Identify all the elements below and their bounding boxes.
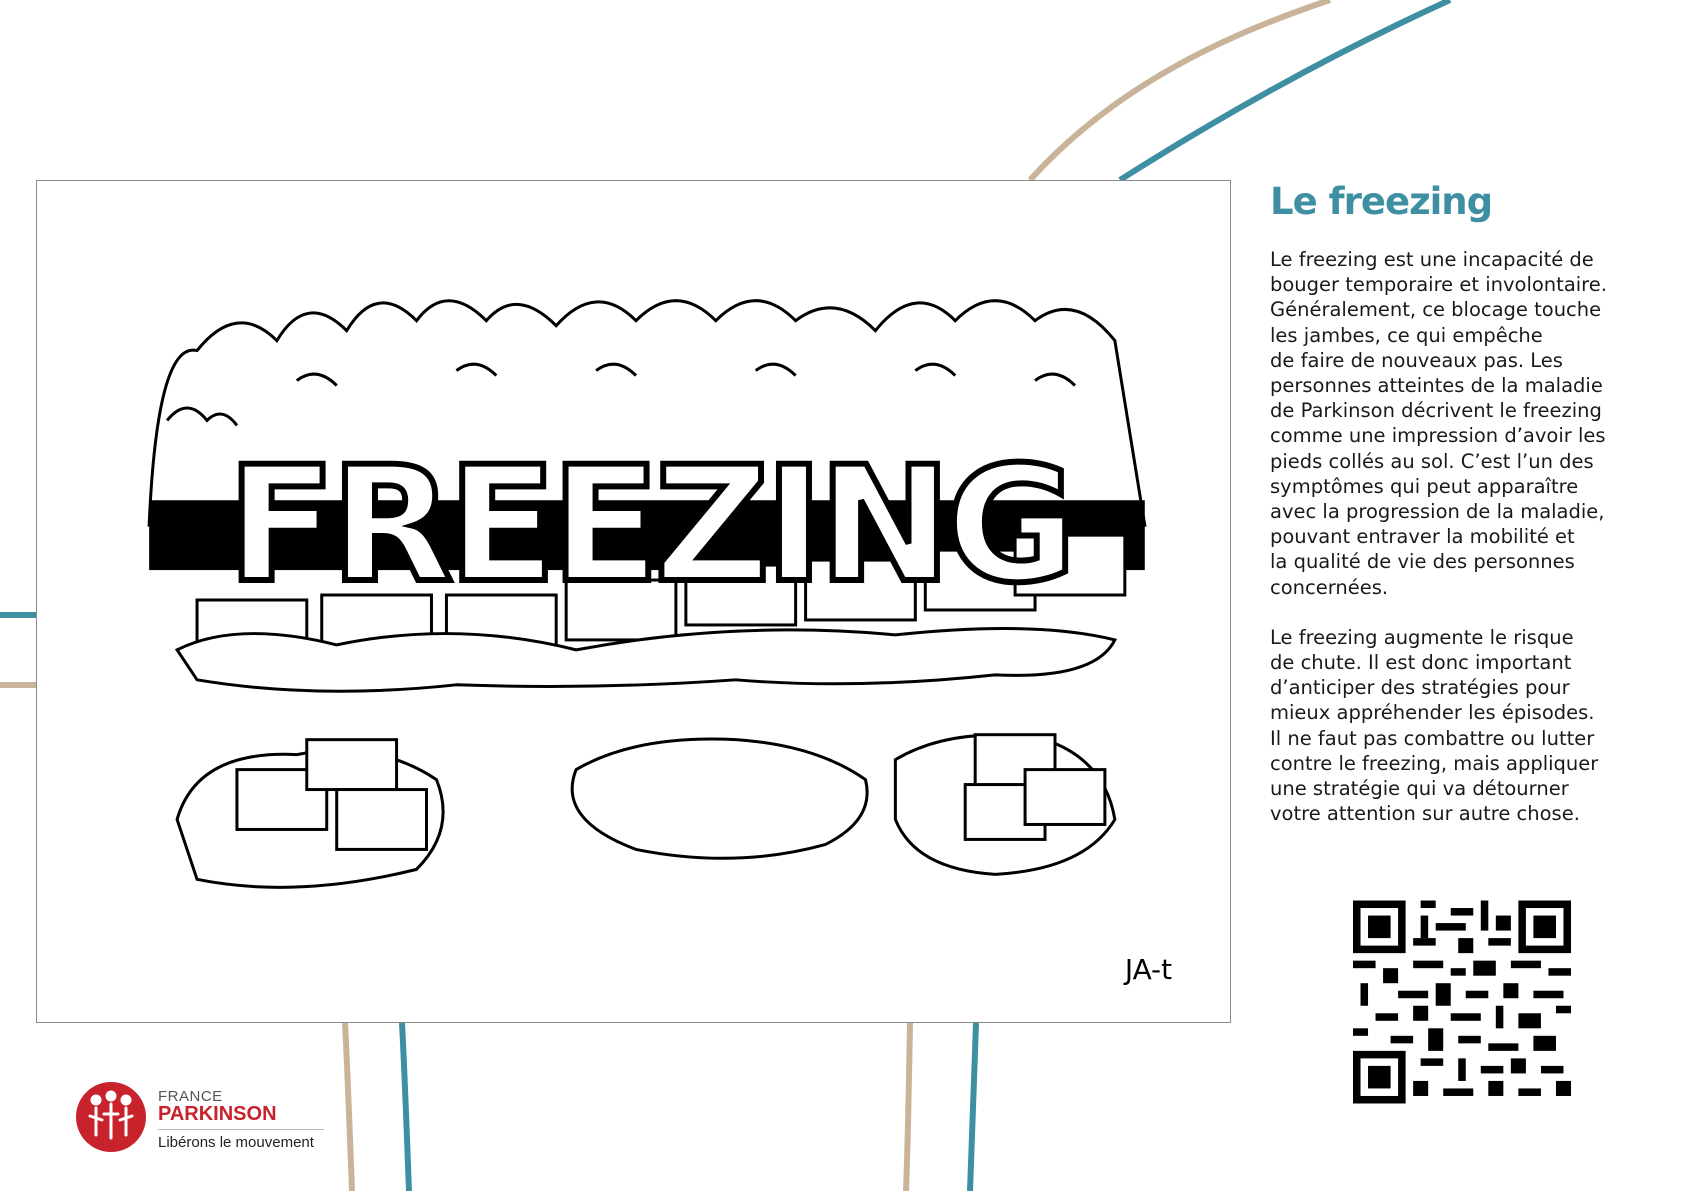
logo-line2: PARKINSON [158, 1103, 277, 1125]
logo-tagline: Libérons le mouvement [158, 1134, 314, 1151]
illustration-frame [36, 180, 1231, 1023]
freezing-word: FREEZING [226, 432, 1085, 619]
logo-divider [158, 1129, 324, 1130]
france-parkinson-logo[interactable] [74, 1078, 334, 1158]
body-text [1270, 247, 1670, 851]
artist-signature: JA-t [1124, 953, 1173, 987]
paragraph-2: Le freezing augmente le risque de chute. Il est donc important d’anticiper des stratégies pour mieux appréhender les épisodes. Il ne faut pas combattre ou lutter contre le freezing, mais appliquer une stratégie qui va détourner votre attention sur autre chose. [1270, 625, 1599, 826]
qr-code-icon[interactable] [1353, 900, 1571, 1104]
freezing-illustration [37, 181, 1230, 1022]
page-title: Le freezing [1270, 180, 1493, 223]
logo-line1: FRANCE [158, 1088, 223, 1105]
france-parkinson-logo-icon [74, 1080, 148, 1154]
paragraph-1: Le freezing est une incapacité de bouger temporaire et involontaire. Généralement, ce blocage touche les jambes, ce qui empêche de faire de nouveaux pas. Les personnes atteintes de la maladie de Parkinson décrivent le freezing comme une impression d’avoir les pieds collés au sol. C’est l’un des symptômes qui peut apparaître avec la progression de la maladie, pouvant entraver la mobilité et la qualité de vie des personnes concernées. [1270, 248, 1607, 599]
